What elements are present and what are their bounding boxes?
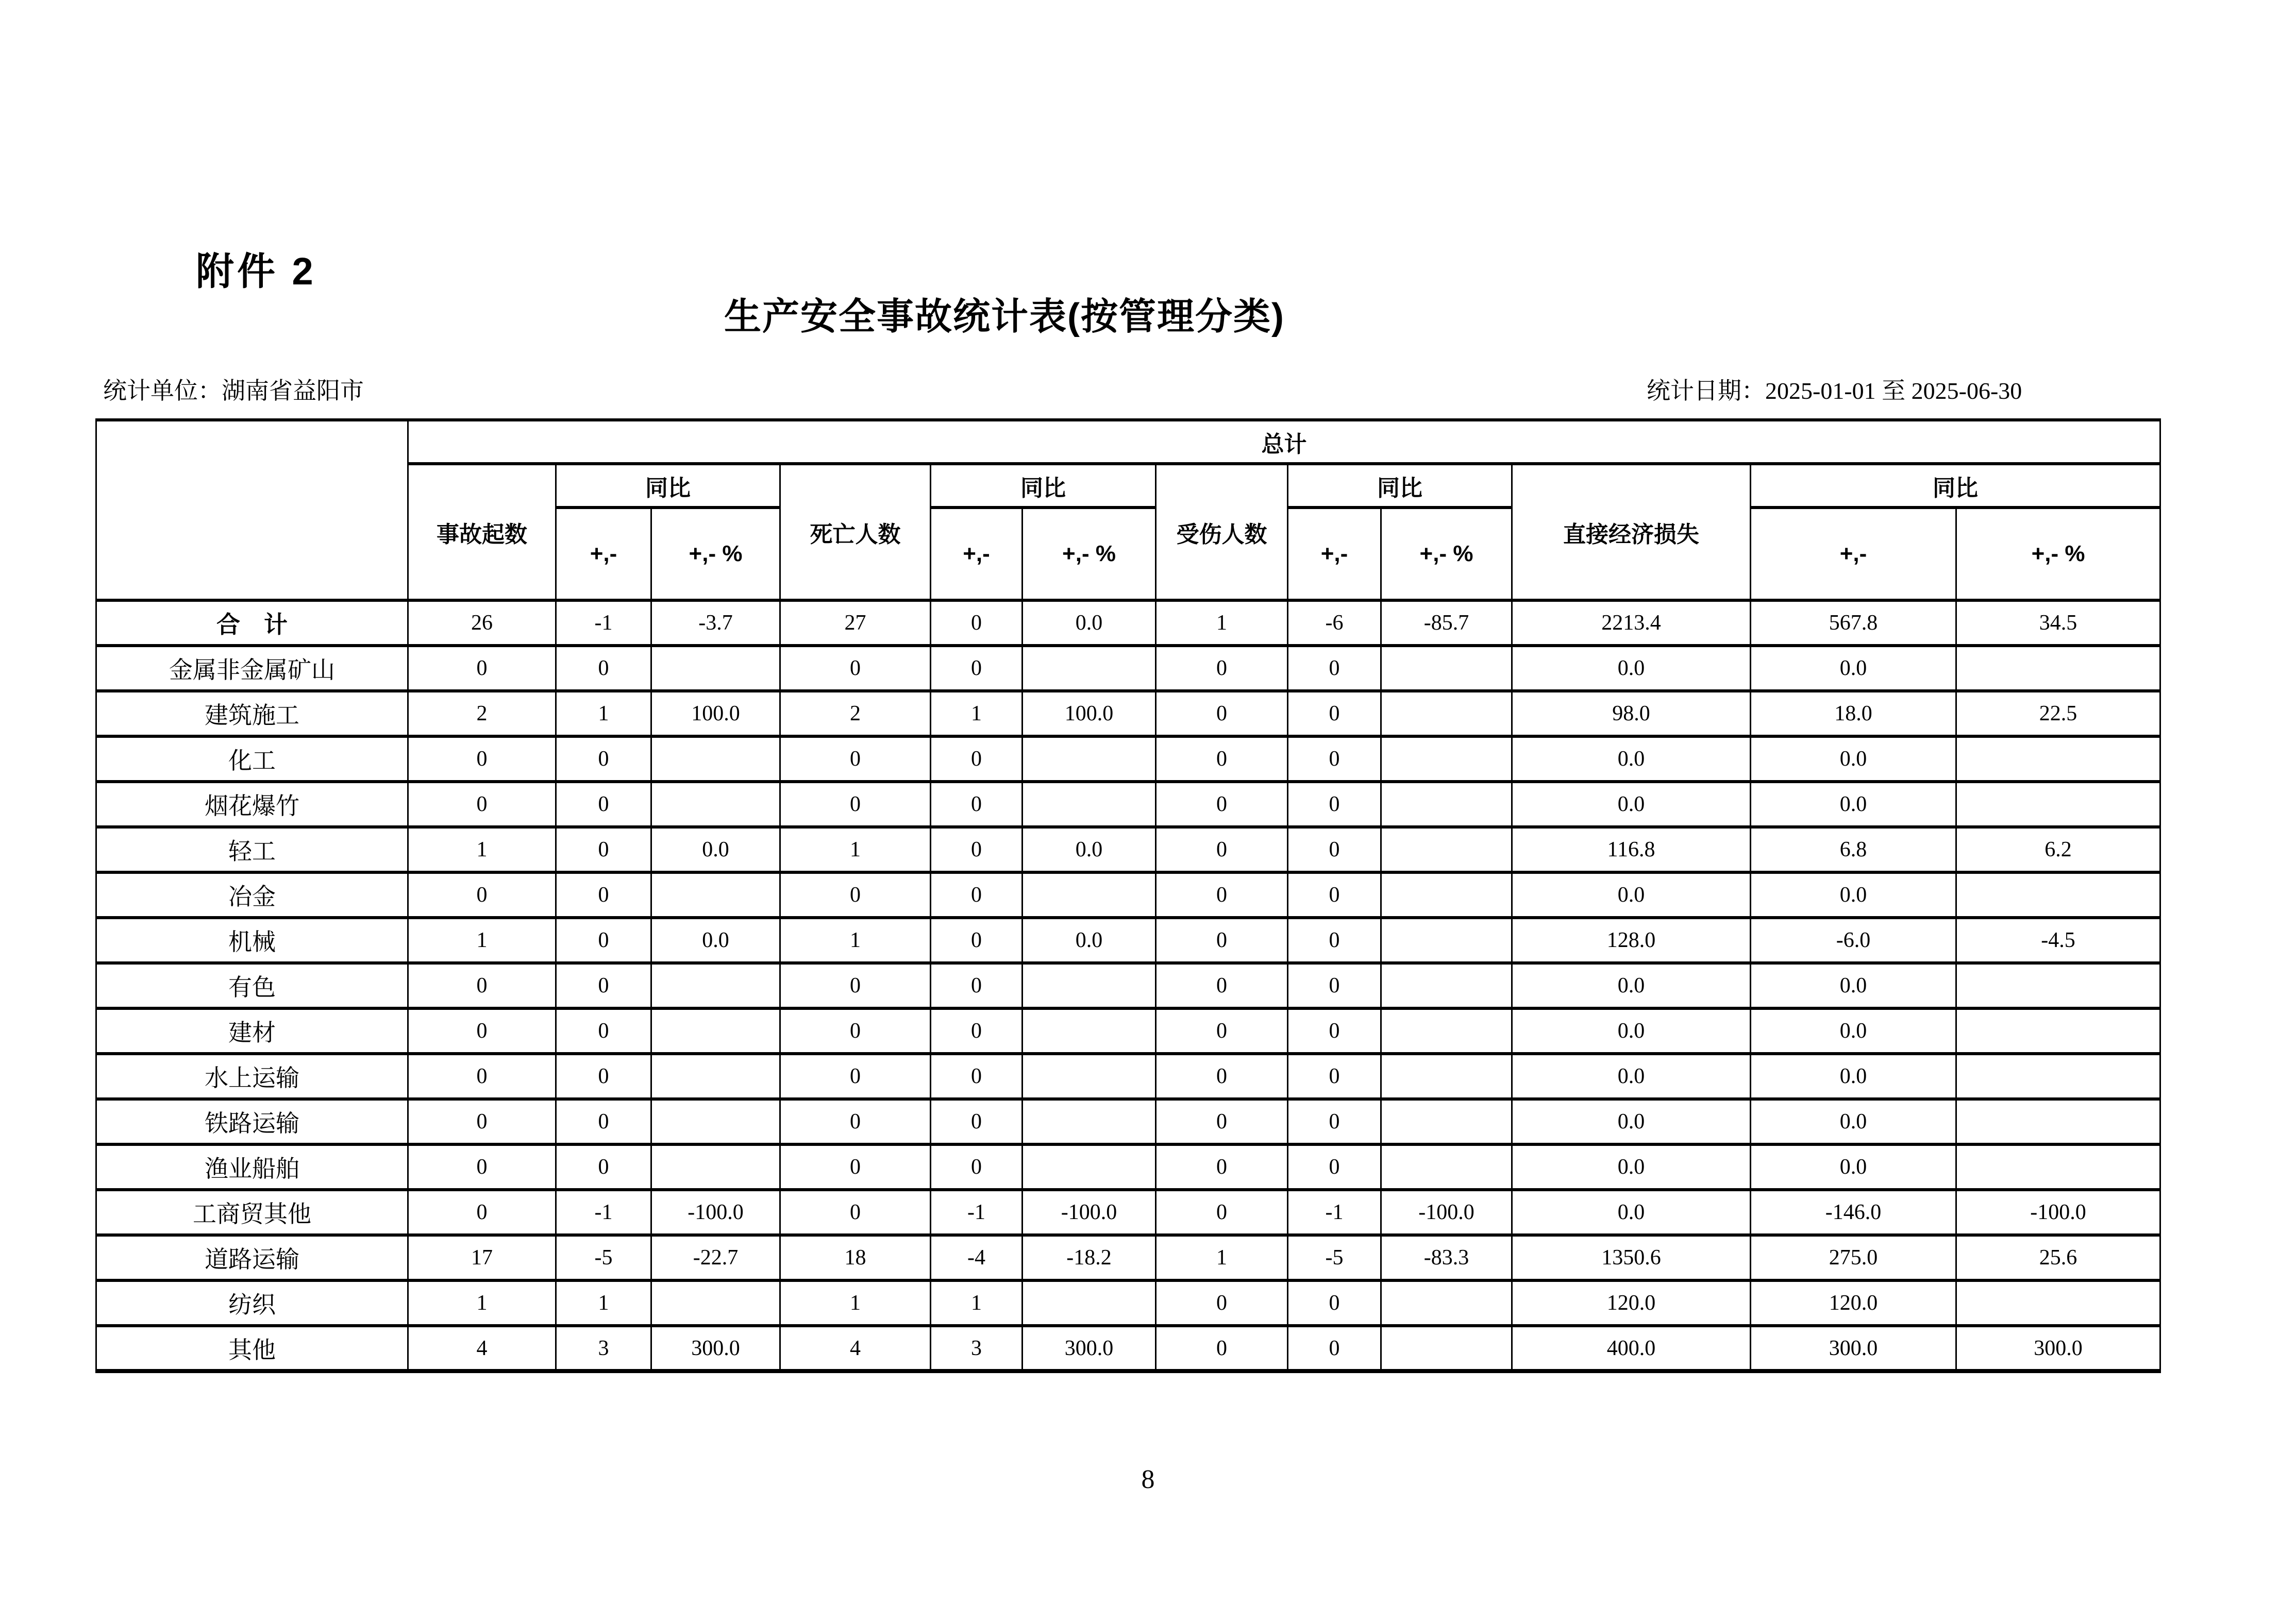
data-cell: 0.0 xyxy=(1751,646,1956,691)
data-cell: 0.0 xyxy=(1512,1099,1751,1144)
table-row xyxy=(96,872,2160,918)
data-cell: 0 xyxy=(556,782,651,827)
data-cell xyxy=(1381,918,1512,963)
data-cell: 0.0 xyxy=(1751,872,1956,918)
data-cell: 0 xyxy=(780,736,931,782)
data-cell: 0 xyxy=(556,872,651,918)
data-cell: 2 xyxy=(780,691,931,736)
header-row-grand xyxy=(96,420,2160,464)
data-cell: 0.0 xyxy=(1512,736,1751,782)
data-cell: -22.7 xyxy=(651,1235,780,1280)
row-label: 道路运输 xyxy=(96,1235,408,1280)
data-cell: 0 xyxy=(780,1190,931,1235)
data-cell xyxy=(651,963,780,1008)
yoy-header: 同比 xyxy=(556,464,780,508)
data-cell xyxy=(1023,1008,1156,1054)
data-cell: 1350.6 xyxy=(1512,1235,1751,1280)
data-cell xyxy=(651,1099,780,1144)
yoy-abs-header: +,- xyxy=(556,508,651,600)
data-cell: 0 xyxy=(931,1054,1023,1099)
data-cell xyxy=(651,1054,780,1099)
row-label: 冶金 xyxy=(96,872,408,918)
data-cell: -6.0 xyxy=(1751,918,1956,963)
data-cell xyxy=(1956,1144,2160,1190)
data-cell: 128.0 xyxy=(1512,918,1751,963)
data-cell xyxy=(1381,872,1512,918)
data-cell xyxy=(1956,872,2160,918)
page-number: 8 xyxy=(1141,1465,1155,1494)
row-label: 建筑施工 xyxy=(96,691,408,736)
yoy-abs-header: +,- xyxy=(1751,508,1956,600)
data-cell: 18 xyxy=(780,1235,931,1280)
data-cell xyxy=(1023,1054,1156,1099)
data-cell: 0 xyxy=(1156,691,1288,736)
data-cell: 0 xyxy=(1156,1144,1288,1190)
metric-header: 直接经济损失 xyxy=(1512,464,1751,600)
data-cell: 22.5 xyxy=(1956,691,2160,736)
table-row xyxy=(96,918,2160,963)
data-cell: 0 xyxy=(556,827,651,872)
data-cell: -100.0 xyxy=(1023,1190,1156,1235)
table-row xyxy=(96,1099,2160,1144)
data-cell: 0 xyxy=(1288,691,1381,736)
data-cell: 1 xyxy=(408,918,556,963)
data-cell: 0 xyxy=(408,872,556,918)
data-cell xyxy=(651,872,780,918)
data-cell: 0.0 xyxy=(1512,1008,1751,1054)
row-label: 水上运输 xyxy=(96,1054,408,1099)
data-cell xyxy=(1023,1144,1156,1190)
data-cell: 0 xyxy=(780,963,931,1008)
metric-header: 死亡人数 xyxy=(780,464,931,600)
data-cell xyxy=(1956,646,2160,691)
data-cell: 0 xyxy=(1288,1099,1381,1144)
data-cell xyxy=(1956,963,2160,1008)
table-row xyxy=(96,691,2160,736)
data-cell: 0 xyxy=(556,1008,651,1054)
data-cell: -85.7 xyxy=(1381,600,1512,646)
yoy-pct-header: +,- % xyxy=(1381,508,1512,600)
data-cell xyxy=(1381,963,1512,1008)
data-cell: 1 xyxy=(780,1280,931,1326)
data-cell: 0 xyxy=(931,736,1023,782)
data-cell: 0 xyxy=(556,1054,651,1099)
data-cell: 17 xyxy=(408,1235,556,1280)
data-cell: 0 xyxy=(931,646,1023,691)
data-cell: 0.0 xyxy=(1512,646,1751,691)
data-cell xyxy=(1381,782,1512,827)
data-cell: -3.7 xyxy=(651,600,780,646)
data-cell xyxy=(651,782,780,827)
data-cell xyxy=(1956,1008,2160,1054)
data-cell: 4 xyxy=(780,1326,931,1371)
data-cell: 0 xyxy=(408,1190,556,1235)
metric-header: 受伤人数 xyxy=(1156,464,1288,600)
table-row xyxy=(96,1280,2160,1326)
data-cell xyxy=(1381,736,1512,782)
row-label: 合 计 xyxy=(96,600,408,646)
data-cell xyxy=(1956,1099,2160,1144)
yoy-pct-header: +,- % xyxy=(651,508,780,600)
corner-cell xyxy=(96,420,408,600)
data-cell xyxy=(1381,646,1512,691)
table-row xyxy=(96,736,2160,782)
data-cell: 0.0 xyxy=(1751,782,1956,827)
row-label: 渔业船舶 xyxy=(96,1144,408,1190)
data-cell: 1 xyxy=(408,827,556,872)
data-cell: 0.0 xyxy=(1512,1054,1751,1099)
data-cell: 0.0 xyxy=(1751,1099,1956,1144)
data-cell: 27 xyxy=(780,600,931,646)
data-cell: -4.5 xyxy=(1956,918,2160,963)
data-cell: 6.8 xyxy=(1751,827,1956,872)
attachment-label: 附件 2 xyxy=(196,250,316,293)
data-cell: 34.5 xyxy=(1956,600,2160,646)
data-cell: 0.0 xyxy=(1023,600,1156,646)
data-cell: 2 xyxy=(408,691,556,736)
data-cell: 1 xyxy=(931,691,1023,736)
table-row xyxy=(96,1235,2160,1280)
row-label: 纺织 xyxy=(96,1280,408,1326)
data-cell: 0 xyxy=(1156,827,1288,872)
data-cell: 0 xyxy=(780,1144,931,1190)
data-cell: 0 xyxy=(1288,736,1381,782)
grand-total-header: 总计 xyxy=(408,420,2160,464)
data-cell: 0 xyxy=(408,963,556,1008)
data-cell: 0 xyxy=(408,646,556,691)
data-cell: 0 xyxy=(931,963,1023,1008)
data-cell: 0.0 xyxy=(651,918,780,963)
data-cell: 0 xyxy=(931,782,1023,827)
data-cell: -4 xyxy=(931,1235,1023,1280)
data-cell: -100.0 xyxy=(1381,1190,1512,1235)
data-cell xyxy=(1956,736,2160,782)
data-cell: 0 xyxy=(408,1099,556,1144)
data-cell xyxy=(1956,782,2160,827)
table-row xyxy=(96,1054,2160,1099)
data-cell: -1 xyxy=(556,600,651,646)
data-cell: 0 xyxy=(1288,1326,1381,1371)
data-cell: 0 xyxy=(1288,646,1381,691)
data-cell xyxy=(1956,1280,2160,1326)
data-cell: 4 xyxy=(408,1326,556,1371)
data-cell: 100.0 xyxy=(651,691,780,736)
data-cell: 120.0 xyxy=(1512,1280,1751,1326)
data-cell: 567.8 xyxy=(1751,600,1956,646)
data-cell: 0 xyxy=(556,963,651,1008)
data-cell: 0 xyxy=(1156,1326,1288,1371)
table-row xyxy=(96,827,2160,872)
data-cell: -1 xyxy=(1288,1190,1381,1235)
data-cell: 0 xyxy=(1156,646,1288,691)
table-row xyxy=(96,782,2160,827)
data-cell: 0 xyxy=(780,646,931,691)
table-row xyxy=(96,1144,2160,1190)
data-cell: 0 xyxy=(780,1054,931,1099)
data-cell: 1 xyxy=(1156,1235,1288,1280)
data-cell: 0 xyxy=(408,736,556,782)
data-cell: 1 xyxy=(408,1280,556,1326)
data-cell: -100.0 xyxy=(651,1190,780,1235)
accident-statistics-table xyxy=(95,418,2161,1373)
data-cell xyxy=(1956,1054,2160,1099)
data-cell: 0 xyxy=(1156,963,1288,1008)
data-cell: 0 xyxy=(780,872,931,918)
row-label: 有色 xyxy=(96,963,408,1008)
yoy-pct-header: +,- % xyxy=(1956,508,2160,600)
data-cell: 0 xyxy=(931,600,1023,646)
table-row xyxy=(96,646,2160,691)
data-cell: 0.0 xyxy=(651,827,780,872)
data-cell xyxy=(1381,1054,1512,1099)
data-cell: 0 xyxy=(408,782,556,827)
data-cell: 98.0 xyxy=(1512,691,1751,736)
yoy-header: 同比 xyxy=(1751,464,2160,508)
table-row xyxy=(96,963,2160,1008)
data-cell: 1 xyxy=(931,1280,1023,1326)
data-cell: -1 xyxy=(931,1190,1023,1235)
data-cell: 0 xyxy=(1156,736,1288,782)
data-cell xyxy=(1381,1326,1512,1371)
data-cell xyxy=(1023,1099,1156,1144)
yoy-pct-header: +,- % xyxy=(1023,508,1156,600)
data-cell: 300.0 xyxy=(1751,1326,1956,1371)
data-cell: 0.0 xyxy=(1751,963,1956,1008)
row-label: 铁路运输 xyxy=(96,1099,408,1144)
data-cell: 0 xyxy=(1288,1008,1381,1054)
data-cell: 2213.4 xyxy=(1512,600,1751,646)
data-cell: 0 xyxy=(1288,827,1381,872)
data-cell: 18.0 xyxy=(1751,691,1956,736)
data-cell: 0 xyxy=(1288,1280,1381,1326)
table-row xyxy=(96,600,2160,646)
yoy-header: 同比 xyxy=(1288,464,1512,508)
data-cell: 1 xyxy=(1156,600,1288,646)
yoy-abs-header: +,- xyxy=(931,508,1023,600)
data-cell: 0 xyxy=(780,1099,931,1144)
data-cell: 0 xyxy=(931,918,1023,963)
data-cell: 0 xyxy=(931,872,1023,918)
data-cell: 0.0 xyxy=(1751,1008,1956,1054)
row-label: 机械 xyxy=(96,918,408,963)
data-cell: 6.2 xyxy=(1956,827,2160,872)
data-cell: 0 xyxy=(1156,1008,1288,1054)
data-cell: 0 xyxy=(1288,872,1381,918)
data-cell: 0 xyxy=(408,1054,556,1099)
data-cell: 400.0 xyxy=(1512,1326,1751,1371)
data-cell: 0 xyxy=(408,1008,556,1054)
data-cell: 0.0 xyxy=(1512,872,1751,918)
data-cell: 0 xyxy=(556,1099,651,1144)
data-cell xyxy=(1381,1144,1512,1190)
data-cell: -100.0 xyxy=(1956,1190,2160,1235)
data-cell: 300.0 xyxy=(1956,1326,2160,1371)
data-cell xyxy=(1023,963,1156,1008)
data-cell xyxy=(1381,1280,1512,1326)
data-cell: 0.0 xyxy=(1512,1190,1751,1235)
data-cell: 0 xyxy=(556,646,651,691)
row-label: 工商贸其他 xyxy=(96,1190,408,1235)
data-cell: 0.0 xyxy=(1512,1144,1751,1190)
data-cell xyxy=(1023,736,1156,782)
stat-date-label: 统计日期：2025-01-01 至 2025-06-30 xyxy=(1647,378,2022,404)
data-cell xyxy=(651,1144,780,1190)
data-cell xyxy=(1381,1099,1512,1144)
data-cell xyxy=(651,646,780,691)
data-cell: 0 xyxy=(1156,1280,1288,1326)
data-cell: 1 xyxy=(556,691,651,736)
data-cell: -5 xyxy=(556,1235,651,1280)
data-cell xyxy=(1023,1280,1156,1326)
data-cell xyxy=(1023,782,1156,827)
data-cell: 0 xyxy=(1288,1144,1381,1190)
data-cell: 120.0 xyxy=(1751,1280,1956,1326)
data-cell: 0 xyxy=(1156,872,1288,918)
data-cell: 1 xyxy=(556,1280,651,1326)
data-cell: 300.0 xyxy=(1023,1326,1156,1371)
data-cell: 0 xyxy=(1156,782,1288,827)
data-cell: 0 xyxy=(1156,918,1288,963)
data-cell: 0 xyxy=(1288,963,1381,1008)
table-body xyxy=(96,600,2160,1371)
data-cell: -1 xyxy=(556,1190,651,1235)
data-cell: 0 xyxy=(556,918,651,963)
row-label: 金属非金属矿山 xyxy=(96,646,408,691)
data-cell: -6 xyxy=(1288,600,1381,646)
data-cell: 0 xyxy=(931,1099,1023,1144)
stat-unit-label: 统计单位：湖南省益阳市 xyxy=(103,378,364,404)
data-cell xyxy=(651,736,780,782)
data-cell: 0 xyxy=(931,1144,1023,1190)
data-cell: 0.0 xyxy=(1023,827,1156,872)
data-cell xyxy=(1381,691,1512,736)
data-cell: -146.0 xyxy=(1751,1190,1956,1235)
data-cell: 0.0 xyxy=(1751,1054,1956,1099)
data-cell: 300.0 xyxy=(651,1326,780,1371)
data-cell: 100.0 xyxy=(1023,691,1156,736)
row-label: 烟花爆竹 xyxy=(96,782,408,827)
data-cell: 0 xyxy=(780,1008,931,1054)
data-cell: 25.6 xyxy=(1956,1235,2160,1280)
data-cell: 0 xyxy=(931,827,1023,872)
data-cell: 3 xyxy=(556,1326,651,1371)
data-cell: 0 xyxy=(1156,1190,1288,1235)
table-row xyxy=(96,1326,2160,1371)
data-cell: 0.0 xyxy=(1023,918,1156,963)
data-cell: 26 xyxy=(408,600,556,646)
data-cell: 275.0 xyxy=(1751,1235,1956,1280)
data-cell: 0 xyxy=(1288,782,1381,827)
data-cell: 0 xyxy=(1156,1099,1288,1144)
table-row xyxy=(96,1190,2160,1235)
metric-header: 事故起数 xyxy=(408,464,556,600)
yoy-abs-header: +,- xyxy=(1288,508,1381,600)
data-cell: 116.8 xyxy=(1512,827,1751,872)
row-label: 轻工 xyxy=(96,827,408,872)
data-cell xyxy=(1381,1008,1512,1054)
data-cell xyxy=(1381,827,1512,872)
row-label: 化工 xyxy=(96,736,408,782)
data-cell: 0 xyxy=(780,782,931,827)
data-cell: 1 xyxy=(780,827,931,872)
data-cell: 0.0 xyxy=(1512,782,1751,827)
data-cell: 0 xyxy=(931,1008,1023,1054)
table-row xyxy=(96,1008,2160,1054)
data-cell: 3 xyxy=(931,1326,1023,1371)
data-cell: 0 xyxy=(556,736,651,782)
data-cell: 0 xyxy=(408,1144,556,1190)
data-cell xyxy=(1023,872,1156,918)
data-cell: 0 xyxy=(1156,1054,1288,1099)
data-cell: 0 xyxy=(556,1144,651,1190)
data-cell: -83.3 xyxy=(1381,1235,1512,1280)
data-cell xyxy=(1023,646,1156,691)
data-cell: 0 xyxy=(1288,918,1381,963)
data-cell: 0 xyxy=(1288,1054,1381,1099)
yoy-header: 同比 xyxy=(931,464,1156,508)
data-cell xyxy=(651,1280,780,1326)
data-cell: 0.0 xyxy=(1751,736,1956,782)
row-label: 其他 xyxy=(96,1326,408,1371)
data-cell: 1 xyxy=(780,918,931,963)
data-cell: 0.0 xyxy=(1512,963,1751,1008)
row-label: 建材 xyxy=(96,1008,408,1054)
data-cell: -5 xyxy=(1288,1235,1381,1280)
data-cell: 0.0 xyxy=(1751,1144,1956,1190)
page-title: 生产安全事故统计表(按管理分类) xyxy=(724,296,1285,337)
data-cell: -18.2 xyxy=(1023,1235,1156,1280)
data-cell xyxy=(651,1008,780,1054)
